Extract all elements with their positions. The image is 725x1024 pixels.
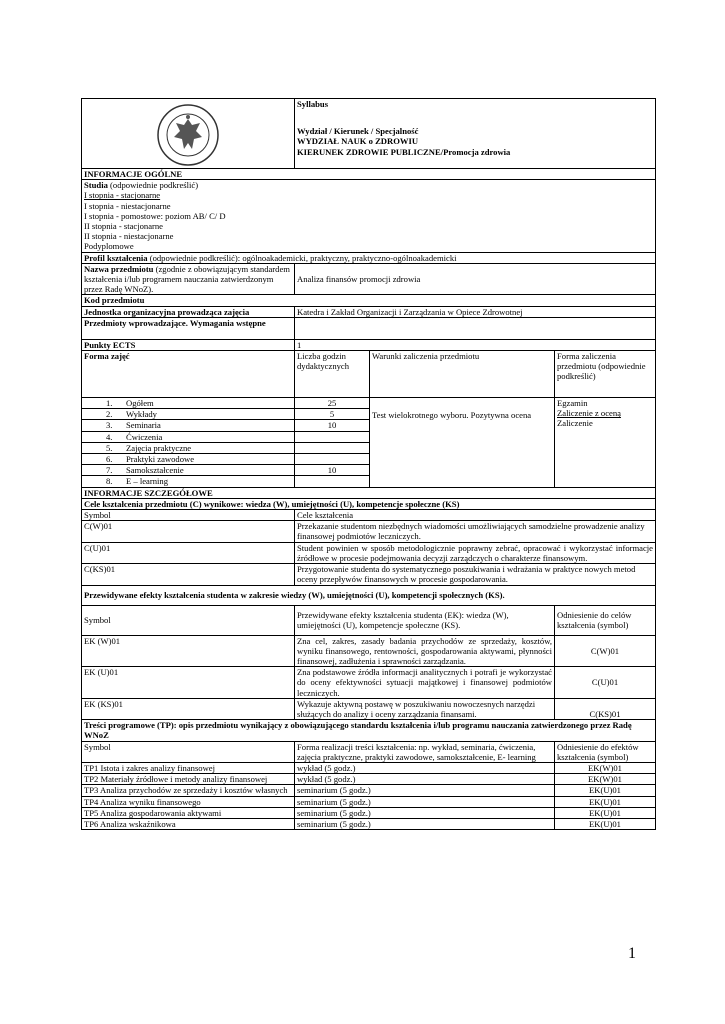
cele-col-text: Cele kształcenia [295, 510, 656, 521]
przedmioty-value [295, 317, 656, 339]
tp-ref-6: EK(U)01 [555, 818, 656, 829]
cel-symbol-2: C(U)01 [82, 542, 295, 563]
liczba-label: Liczba godzin dydaktycznych [295, 351, 370, 398]
form-hours-2: 5 [295, 409, 370, 420]
form-row-8: 8. E – learning [82, 476, 295, 487]
efekt-symbol-3: EK (KS)01 [82, 698, 295, 719]
tresci-col-symbol: Symbol [82, 741, 295, 762]
profil-cell [82, 252, 656, 263]
field-name: KIERUNEK ZDROWIE PUBLICZNE/Promocja zdrowia [297, 146, 511, 157]
ects-value: 1 [295, 339, 656, 350]
tp-form-6: seminarium (5 godz.) [295, 818, 555, 829]
cel-symbol-3: C(KS)01 [82, 564, 295, 585]
tp-ref-1: EK(W)01 [555, 762, 656, 773]
tp-name-3: TP3 Analiza przychodów ze sprzedaży i kosztów własnych [82, 785, 295, 796]
tp-ref-3: EK(U)01 [555, 785, 656, 796]
tresci-col-ref: Odniesienie do efektów kształcenia (symbol) [555, 741, 656, 762]
nazwa-note: (zgodnie z obowiązującym standardem kształcenia i/lub programem nauczania zatwierdzonym przez Radę WNoZ). [84, 263, 290, 295]
form-row-6: 6. Praktyki zawodowe [82, 454, 295, 465]
ects-label: Punkty ECTS [82, 339, 295, 350]
studia-option-3: II stopnia - stacjonarne [84, 221, 163, 232]
studia-note: (odpowiednie podkreślić) [107, 180, 199, 191]
tp-name-2: TP2 Materiały źródłowe i metody analizy finansowej [82, 774, 295, 785]
detail-heading: INFORMACJE SZCZEGÓŁOWE [82, 487, 656, 498]
form-hours-5 [295, 442, 370, 453]
tp-form-5: seminarium (5 godz.) [295, 807, 555, 818]
forma-label: Forma zajęć [82, 351, 295, 398]
tp-ref-2: EK(W)01 [555, 774, 656, 785]
zal-option-0: Egzamin [557, 398, 588, 409]
studia-option-0: I stopnia - stacjonarne [84, 190, 161, 201]
tresci-heading: Treści programowe (TP): opis przedmiotu wynikający z obowiązującego standardu kształcenia i/lub programu nauczania zatwierdzonego przez Radę WNoZ [82, 720, 656, 741]
nazwa-label: Nazwa przedmiotu [84, 263, 154, 274]
jednostka-label: Jednostka organizacyjna prowadząca zajęcia [82, 306, 295, 317]
efekt-symbol-1: EK (W)01 [82, 635, 295, 667]
profil-note: (odpowiednie podkreślić) [147, 252, 238, 263]
studia-cell [82, 180, 656, 252]
efekty-heading: Przewidywane efekty kształcenia studenta w zakresie wiedzy (W), umiejętności (U), kompetencji społecznych (KS). [82, 585, 656, 605]
efekt-symbol-2: EK (U)01 [82, 667, 295, 699]
efekt-ref-2: C(U)01 [555, 667, 656, 699]
forma-zal-options [555, 398, 656, 488]
tresci-col-form: Forma realizacji treści kształcenia: np. wykład, seminaria, ćwiczenia, zajęcia praktyczne, praktyki zawodowe, samokształcenie, E- learning [295, 741, 555, 762]
form-row-4: 4. Ćwiczenia [82, 431, 295, 442]
faculty-name: WYDZIAŁ NAUK o ZDROWIU [297, 136, 419, 147]
form-hours-4 [295, 431, 370, 442]
efekt-ref-3: C(KS)01 [555, 698, 656, 719]
efekty-col-symbol: Symbol [82, 605, 295, 635]
tp-form-2: wykład (5 godz.) [295, 774, 555, 785]
syllabus-title: Syllabus [297, 99, 329, 109]
faculty-line: Wydział / Kierunek / Specjalność [297, 126, 419, 137]
university-seal-logo [156, 103, 220, 167]
tp-name-4: TP4 Analiza wyniku finansowego [82, 796, 295, 807]
form-hours-1: 25 [295, 398, 370, 409]
tp-form-3: seminarium (5 godz.) [295, 785, 555, 796]
przedmioty-label: Przedmioty wprowadzające. Wymagania wstępne [82, 317, 295, 339]
cel-text-2: Student powinien w sposób metodologicznie poprawny zebrać, opracować i wykorzystać informacje źródłowe w procesie podejmowania decyzji zarządczych o charakterze finansowym. [295, 542, 656, 563]
profil-value: : ogólnoakademicki, praktyczny, praktyczno-ogólnoakademicki [237, 252, 457, 263]
zal-option-2: Zaliczenie [557, 418, 593, 429]
forma-zal-label: Forma zaliczenia przedmiotu (odpowiednie podkreślić) [555, 351, 656, 398]
warunki-value: Test wielokrotnego wyboru. Pozytywna ocena [370, 398, 555, 488]
zal-option-1: Zaliczenie z oceną [557, 408, 621, 419]
studia-option-1: I stopnia - niestacjonarne [84, 200, 171, 211]
form-hours-8 [295, 476, 370, 487]
kod-label: Kod przedmiotu [82, 295, 656, 306]
efekt-ref-1: C(W)01 [555, 635, 656, 667]
tp-name-5: TP5 Analiza gospodarowania aktywami [82, 807, 295, 818]
university-seal-cell [82, 99, 295, 169]
efekty-col-ref: Odniesienie do celów kształcenia (symbol) [555, 605, 656, 635]
tp-ref-5: EK(U)01 [555, 807, 656, 818]
cel-symbol-1: C(W)01 [82, 521, 295, 542]
general-info-heading: INFORMACJE OGÓLNE [82, 169, 656, 180]
form-hours-3: 10 [295, 420, 370, 431]
syllabus-table [81, 98, 656, 830]
form-row-1: 1. Ogółem [82, 398, 295, 409]
cel-text-1: Przekazanie studentom niezbędnych wiadomości umożliwiających samodzielne prowadzenie analizy finansowej podmiotów leczniczych. [295, 521, 656, 542]
tp-name-6: TP6 Analiza wskaźnikowa [82, 818, 295, 829]
efekty-col-text: Przewidywane efekty kształcenia studenta (EK): wiedza (W), umiejętności (U), kompetencje społeczne (KS). [295, 605, 555, 635]
profil-label: Profil kształcenia [84, 252, 148, 263]
studia-option-5: Podyplomowe [84, 241, 134, 252]
warunki-label: Warunki zaliczenia przedmiotu [370, 351, 555, 398]
efekt-text-1: Zna cel, zakres, zasady badania przychodów ze sprzedaży, kosztów, wyniku finansowego, rentowności, gospodarowania aktywami, płynności finansowej, zadłużenia i sprawności zarządzania. [295, 635, 555, 667]
nazwa-value: Analiza finansów promocji zdrowia [295, 263, 656, 295]
page-number: 1 [628, 945, 636, 962]
form-row-7: 7. Samokształcenie [82, 465, 295, 476]
cele-col-symbol: Symbol [82, 510, 295, 521]
tp-ref-4: EK(U)01 [555, 796, 656, 807]
nazwa-label-cell [82, 263, 295, 295]
form-row-2: 2. Wykłady [82, 409, 295, 420]
cele-heading: Cele kształcenia przedmiotu (C) wynikowe: wiedza (W), umiejętności (U), kompetencje społeczne (KS) [82, 498, 656, 509]
efekt-text-3: Wykazuje aktywną postawę w poszukiwaniu nowoczesnych narzędzi służących do analizy i oceny zarządzania finansami. [295, 698, 555, 719]
studia-label: Studia [84, 180, 108, 191]
jednostka-value: Katedra i Zakład Organizacji i Zarządzania w Opiece Zdrowotnej [295, 306, 656, 317]
form-hours-7: 10 [295, 465, 370, 476]
efekt-text-2: Zna podstawowe źródła informacji analitycznych i potrafi je wykorzystać do oceny efektywności sytuacji majątkowej i finansowej podmiotów leczniczych. [295, 667, 555, 699]
form-row-5: 5. Zajęcia praktyczne [82, 442, 295, 453]
studia-option-2: I stopnia - pomostowe: poziom AB/ C/ D [84, 210, 226, 221]
studia-option-4: II stopnia - niestacjonarne [84, 231, 174, 242]
tp-form-1: wykład (5 godz.) [295, 762, 555, 773]
tp-name-1: TP1 Istota i zakres analizy finansowej [82, 762, 295, 773]
form-row-3: 3. Seminaria [82, 420, 295, 431]
cel-text-3: Przygotowanie studenta do systematycznego poszukiwania i wdrażania w praktyce nowych metod oceny przepływów finansowych w procesie gospodarowania. [295, 564, 656, 585]
tp-form-4: seminarium (5 godz.) [295, 796, 555, 807]
form-hours-6 [295, 454, 370, 465]
